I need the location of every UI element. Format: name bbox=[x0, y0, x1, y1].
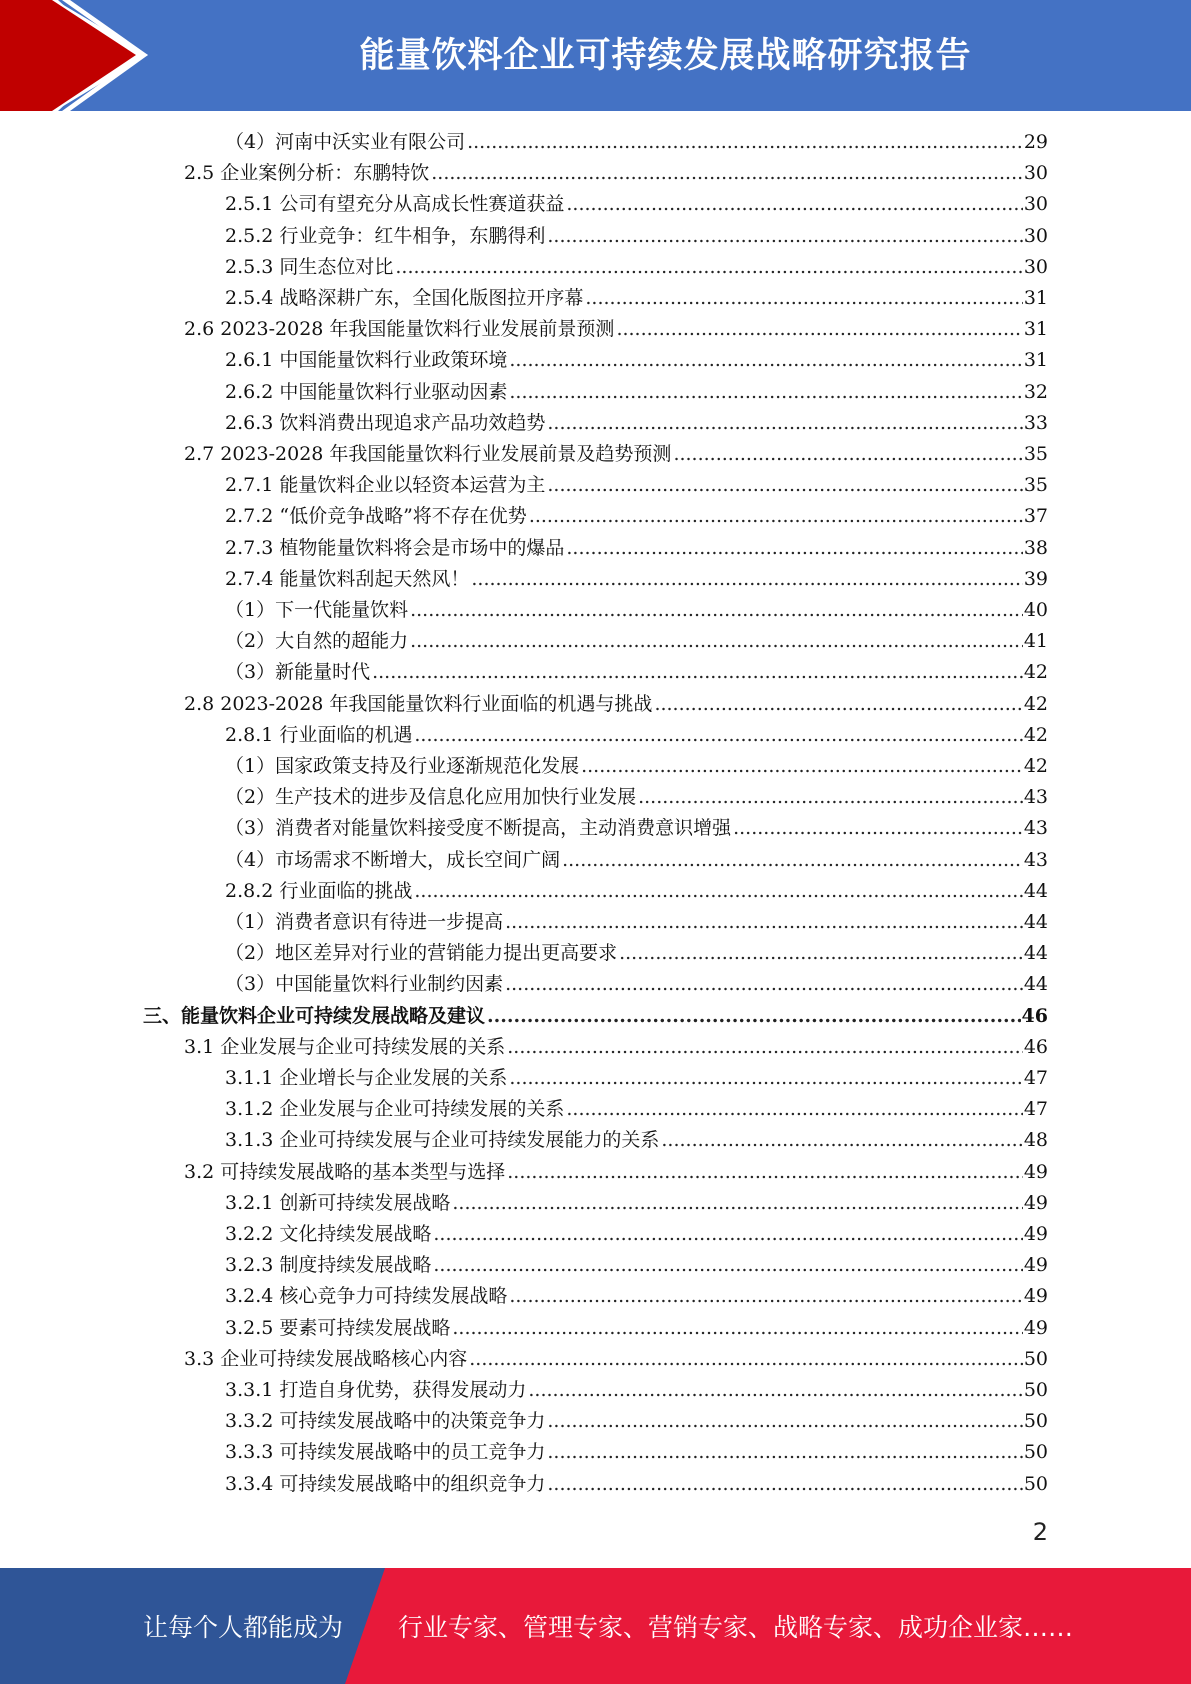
toc-entry[interactable] bbox=[225, 533, 1048, 564]
toc-entry-page-number: 49 bbox=[1023, 1316, 1048, 1339]
toc-dot-leader bbox=[581, 751, 1023, 782]
toc-dot-leader bbox=[507, 1032, 1023, 1063]
toc-entry-page-number: 49 bbox=[1023, 1223, 1048, 1245]
toc-dot-leader bbox=[505, 907, 1023, 938]
toc-dot-leader bbox=[452, 1313, 1022, 1344]
toc-entry-page-number: 49 bbox=[1023, 1285, 1048, 1308]
toc-entry[interactable] bbox=[225, 657, 1048, 688]
toc-entry[interactable] bbox=[225, 1406, 1048, 1437]
toc-entry-label: 3.1.2 企业发展与企业可持续发展的关系 bbox=[225, 1098, 565, 1121]
toc-entry-label: 3.2.1 创新可持续发展战略 bbox=[225, 1191, 451, 1214]
toc-entry[interactable] bbox=[225, 564, 1048, 595]
toc-entry-page-number: 50 bbox=[1023, 1441, 1048, 1464]
toc-entry-page-number: 44 bbox=[1023, 879, 1048, 902]
toc-entry-label: （4）河南中沃实业有限公司 bbox=[225, 131, 466, 153]
toc-dot-leader bbox=[372, 657, 1023, 688]
toc-dot-leader bbox=[410, 626, 1023, 657]
toc-entry[interactable] bbox=[225, 845, 1048, 876]
toc-dot-leader bbox=[638, 782, 1023, 813]
toc-entry[interactable] bbox=[225, 408, 1048, 439]
toc-dot-leader bbox=[414, 876, 1022, 907]
toc-dot-leader bbox=[528, 1375, 1022, 1406]
toc-entry-label: 3.1 企业发展与企业可持续发展的关系 bbox=[184, 1035, 506, 1058]
toc-entry-label: 2.5.3 同生态位对比 bbox=[225, 255, 394, 278]
toc-dot-leader bbox=[661, 1125, 1022, 1156]
toc-entry-label: 2.6.1 中国能量饮料行业政策环境 bbox=[225, 349, 508, 372]
toc-entry-page-number: 44 bbox=[1023, 942, 1048, 965]
toc-entry-page-number: 38 bbox=[1023, 536, 1048, 559]
toc-entry-label: （3）中国能量饮料行业制约因素 bbox=[225, 973, 504, 996]
footer-slogan-right: 行业专家、管理专家、营销专家、战略专家、成功企业家…… bbox=[398, 1613, 1074, 1642]
toc-dot-leader bbox=[414, 720, 1022, 751]
page-footer bbox=[0, 1568, 1191, 1684]
toc-dot-leader bbox=[507, 1157, 1023, 1188]
page-number: 2 bbox=[1032, 1518, 1048, 1546]
toc-entry-label: 2.7.3 植物能量饮料将会是市场中的爆品 bbox=[225, 536, 565, 559]
toc-entry[interactable] bbox=[225, 252, 1048, 283]
toc-entry-page-number: 40 bbox=[1023, 599, 1048, 621]
toc-dot-leader bbox=[547, 1406, 1022, 1437]
toc-entry-page-number: 35 bbox=[1023, 443, 1048, 465]
toc-entry[interactable] bbox=[225, 1375, 1048, 1406]
toc-entry-page-number: 32 bbox=[1023, 380, 1048, 403]
toc-entry[interactable] bbox=[225, 1125, 1048, 1156]
toc-dot-leader bbox=[547, 1437, 1022, 1468]
toc-dot-leader bbox=[566, 533, 1022, 564]
toc-entry[interactable] bbox=[225, 127, 1048, 158]
toc-dot-leader bbox=[509, 345, 1022, 376]
toc-entry-page-number: 50 bbox=[1023, 1410, 1048, 1433]
toc-entry-label: 2.7 2023-2028 年我国能量饮料行业发展前景及趋势预测 bbox=[184, 443, 672, 465]
toc-dot-leader bbox=[547, 470, 1022, 501]
toc-entry-label: （1）国家政策支持及行业逐渐规范化发展 bbox=[225, 755, 580, 777]
toc-entry-label: 2.5.1 公司有望充分从高成长性赛道获益 bbox=[225, 193, 565, 216]
toc-entry[interactable] bbox=[225, 751, 1048, 782]
toc-entry[interactable] bbox=[225, 1281, 1048, 1312]
toc-dot-leader bbox=[467, 127, 1023, 158]
toc-entry-page-number: 44 bbox=[1023, 973, 1048, 996]
toc-entry-label: 2.7.4 能量饮料刮起天然风！ bbox=[225, 567, 470, 590]
toc-entry[interactable] bbox=[225, 782, 1048, 813]
toc-entry-label: 3.3.2 可持续发展战略中的决策竞争力 bbox=[225, 1410, 546, 1433]
toc-entry[interactable] bbox=[225, 189, 1048, 220]
toc-entry-label: 3.2.3 制度持续发展战略 bbox=[225, 1254, 432, 1277]
toc-entry-label: 3.1.3 企业可持续发展与企业可持续发展能力的关系 bbox=[225, 1129, 660, 1152]
toc-entry-label: 2.7.1 能量饮料企业以轻资本运营为主 bbox=[225, 474, 546, 497]
toc-entry-label: 2.8.1 行业面临的机遇 bbox=[225, 723, 413, 746]
toc-entry-page-number: 47 bbox=[1023, 1098, 1048, 1121]
toc-entry-page-number: 48 bbox=[1023, 1129, 1048, 1152]
toc-entry-label: 2.8 2023-2028 年我国能量饮料行业面临的机遇与挑战 bbox=[184, 692, 653, 715]
toc-dot-leader bbox=[654, 689, 1022, 720]
toc-entry-label: （2）生产技术的进步及信息化应用加快行业发展 bbox=[225, 786, 637, 809]
toc-entry-page-number: 42 bbox=[1023, 723, 1048, 746]
toc-entry[interactable] bbox=[225, 501, 1048, 532]
toc-entry-page-number: 50 bbox=[1023, 1379, 1048, 1401]
toc-entry[interactable] bbox=[225, 1313, 1048, 1344]
toc-entry-page-number: 30 bbox=[1023, 162, 1048, 185]
toc-dot-leader bbox=[616, 314, 1022, 345]
toc-entry[interactable] bbox=[225, 626, 1048, 657]
toc-entry-page-number: 29 bbox=[1023, 131, 1048, 153]
toc-entry[interactable] bbox=[225, 1063, 1048, 1094]
toc-entry[interactable] bbox=[225, 969, 1048, 1000]
toc-dot-leader bbox=[509, 1063, 1022, 1094]
toc-entry[interactable] bbox=[225, 470, 1048, 501]
toc-entry-page-number: 30 bbox=[1023, 193, 1048, 216]
toc-dot-leader bbox=[547, 1469, 1022, 1500]
toc-entry[interactable] bbox=[184, 1344, 1048, 1375]
toc-entry-label: 2.5.2 行业竞争：红牛相争，东鹏得利 bbox=[225, 224, 546, 247]
toc-entry[interactable] bbox=[225, 1437, 1048, 1468]
toc-entry-label: 3.2.5 要素可持续发展战略 bbox=[225, 1316, 451, 1339]
toc-entry-label: 3.3.1 打造自身优势，获得发展动力 bbox=[225, 1379, 527, 1401]
toc-dot-leader bbox=[509, 1281, 1022, 1312]
toc-entry[interactable] bbox=[225, 938, 1048, 969]
toc-dot-leader bbox=[410, 595, 1023, 626]
toc-entry-label: 2.5 企业案例分析：东鹏特饮 bbox=[184, 162, 430, 185]
toc-entry-page-number: 50 bbox=[1023, 1347, 1048, 1370]
toc-entry-label: 3.2.2 文化持续发展战略 bbox=[225, 1223, 432, 1245]
toc-entry-page-number: 46 bbox=[1023, 1035, 1048, 1058]
toc-entry[interactable] bbox=[225, 1094, 1048, 1125]
toc-entry-label: （2）地区差异对行业的营销能力提出更高要求 bbox=[225, 942, 618, 965]
toc-entry[interactable] bbox=[225, 1188, 1048, 1219]
toc-entry-page-number: 35 bbox=[1023, 474, 1048, 497]
toc-entry-page-number: 43 bbox=[1023, 786, 1048, 809]
toc-dot-leader bbox=[673, 439, 1022, 470]
toc-dot-leader bbox=[505, 969, 1023, 1000]
toc-entry-page-number: 43 bbox=[1023, 848, 1048, 871]
toc-entry-label: 2.6.3 饮料消费出现追求产品功效趋势 bbox=[225, 411, 546, 434]
toc-dot-leader bbox=[395, 252, 1022, 283]
toc-dot-leader bbox=[585, 283, 1022, 314]
toc-entry[interactable] bbox=[225, 345, 1048, 376]
toc-dot-leader bbox=[452, 1188, 1022, 1219]
toc-entry-page-number: 50 bbox=[1023, 1472, 1048, 1495]
toc-dot-leader bbox=[471, 564, 1022, 595]
toc-entry-label: （3）新能量时代 bbox=[225, 661, 371, 684]
toc-entry-label: （4）市场需求不断增大，成长空间广阔 bbox=[225, 848, 561, 871]
toc-entry-label: 2.5.4 战略深耕广东，全国化版图拉开序幕 bbox=[225, 287, 584, 309]
toc-entry-page-number: 37 bbox=[1023, 505, 1048, 528]
toc-entry-label: 2.6 2023-2028 年我国能量饮料行业发展前景预测 bbox=[184, 318, 615, 341]
toc-dot-leader bbox=[547, 221, 1022, 252]
toc-entry-page-number: 31 bbox=[1023, 349, 1048, 372]
toc-dot-leader bbox=[529, 501, 1023, 532]
toc-dot-leader bbox=[566, 189, 1022, 220]
toc-dot-leader bbox=[469, 1344, 1023, 1375]
toc-entry-page-number: 42 bbox=[1023, 661, 1048, 684]
toc-entry[interactable] bbox=[184, 1157, 1048, 1188]
toc-entry[interactable] bbox=[225, 377, 1048, 408]
toc-entry-page-number: 43 bbox=[1023, 817, 1048, 840]
toc-entry-page-number: 49 bbox=[1023, 1191, 1048, 1214]
toc-entry-label: 3.2 可持续发展战略的基本类型与选择 bbox=[184, 1160, 506, 1183]
toc-dot-leader bbox=[433, 1250, 1022, 1281]
toc-entry-label: 3.3 企业可持续发展战略核心内容 bbox=[184, 1347, 468, 1370]
page-header bbox=[0, 0, 1191, 111]
toc-entry[interactable] bbox=[184, 158, 1048, 189]
toc-entry-page-number: 47 bbox=[1023, 1067, 1048, 1089]
toc-entry[interactable] bbox=[225, 907, 1048, 938]
toc-entry[interactable] bbox=[225, 720, 1048, 751]
toc-entry[interactable] bbox=[225, 283, 1048, 314]
toc-entry-label: （2）大自然的超能力 bbox=[225, 630, 409, 653]
toc-entry-page-number: 49 bbox=[1023, 1254, 1048, 1277]
toc-entry[interactable] bbox=[184, 1032, 1048, 1063]
toc-entry-label: 2.6.2 中国能量饮料行业驱动因素 bbox=[225, 380, 508, 403]
toc-dot-leader bbox=[562, 845, 1023, 876]
toc-entry[interactable] bbox=[184, 314, 1048, 345]
toc-entry[interactable] bbox=[225, 1219, 1048, 1250]
toc-entry[interactable] bbox=[225, 876, 1048, 907]
toc-entry-page-number: 30 bbox=[1023, 255, 1048, 278]
toc-entry-page-number: 31 bbox=[1023, 287, 1048, 309]
toc-entry-page-number: 30 bbox=[1023, 224, 1048, 247]
toc-dot-leader bbox=[547, 408, 1022, 439]
toc-dot-leader bbox=[431, 158, 1023, 189]
footer-slogan-left: 让每个人都能成为 bbox=[143, 1613, 344, 1642]
toc-entry-label: （1）消费者意识有待进一步提高 bbox=[225, 911, 504, 933]
toc-entry-label: 三、能量饮料企业可持续发展战略及建议 bbox=[143, 1004, 486, 1027]
toc-entry[interactable] bbox=[143, 1001, 1048, 1032]
toc-entry[interactable] bbox=[225, 1250, 1048, 1281]
toc-entry[interactable] bbox=[225, 813, 1048, 844]
toc-entry-label: 3.1.1 企业增长与企业发展的关系 bbox=[225, 1067, 508, 1089]
toc-entry-page-number: 39 bbox=[1023, 567, 1048, 590]
toc-entry-page-number: 41 bbox=[1023, 630, 1048, 653]
toc-entry-label: 3.3.3 可持续发展战略中的员工竞争力 bbox=[225, 1441, 546, 1464]
toc-dot-leader bbox=[566, 1094, 1022, 1125]
toc-dot-leader bbox=[487, 1001, 1021, 1032]
toc-entry[interactable] bbox=[184, 689, 1048, 720]
toc-entry-page-number: 44 bbox=[1023, 911, 1048, 933]
toc-entry[interactable] bbox=[225, 221, 1048, 252]
toc-entry-page-number: 31 bbox=[1023, 318, 1048, 341]
toc-entry-page-number: 33 bbox=[1023, 411, 1048, 434]
toc-entry-label: 2.8.2 行业面临的挑战 bbox=[225, 879, 413, 902]
toc-entry[interactable] bbox=[225, 595, 1048, 626]
toc-entry-label: 2.7.2 “低价竞争战略”将不存在优势 bbox=[225, 505, 527, 528]
toc-entry-label: 3.2.4 核心竞争力可持续发展战略 bbox=[225, 1285, 508, 1308]
toc-entry-page-number: 42 bbox=[1023, 755, 1048, 777]
toc-entry[interactable] bbox=[225, 1469, 1048, 1500]
toc-entry[interactable] bbox=[184, 439, 1048, 470]
toc-entry-page-number: 49 bbox=[1023, 1160, 1048, 1183]
toc-dot-leader bbox=[619, 938, 1023, 969]
toc-dot-leader bbox=[433, 1219, 1022, 1250]
toc-entry-page-number: 46 bbox=[1021, 1004, 1048, 1027]
toc-dot-leader bbox=[509, 377, 1022, 408]
toc-entry-page-number: 42 bbox=[1023, 692, 1048, 715]
report-title: 能量饮料企业可持续发展战略研究报告 bbox=[359, 36, 972, 76]
toc-dot-leader bbox=[733, 813, 1023, 844]
toc-entry-label: （1）下一代能量饮料 bbox=[225, 599, 409, 621]
toc-entry-label: 3.3.4 可持续发展战略中的组织竞争力 bbox=[225, 1472, 546, 1495]
toc-entry-label: （3）消费者对能量饮料接受度不断提高，主动消费意识增强 bbox=[225, 817, 732, 840]
